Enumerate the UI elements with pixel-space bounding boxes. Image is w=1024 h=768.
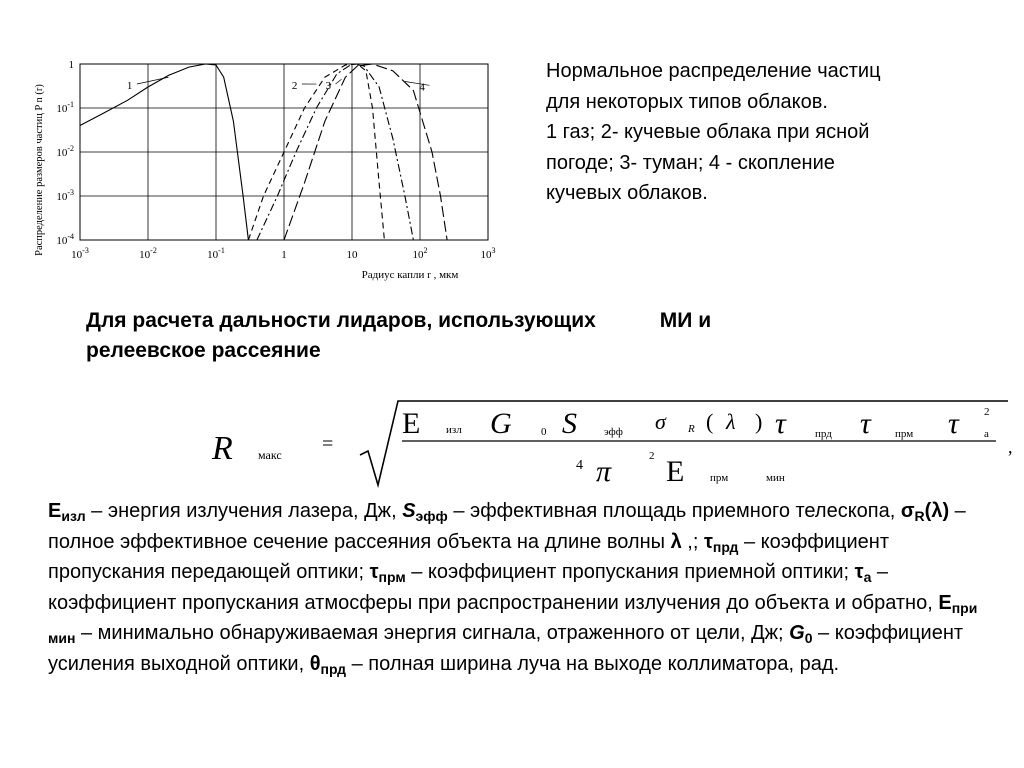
num-tau3-sub: а xyxy=(984,428,989,440)
num-G-sub: 0 xyxy=(541,426,547,438)
den-E-sub2: мин xyxy=(766,472,785,484)
den-4: 4 xyxy=(576,458,583,473)
sym-sigma: $\sigma_R(\lambda)$ xyxy=(900,500,950,524)
num-sigma-sub: R xyxy=(688,423,695,435)
heading-part1: Для расчета дальности лидаров, использующих xyxy=(86,309,596,332)
formula-equals: = xyxy=(322,433,334,455)
num-lparen: ( xyxy=(706,409,714,434)
def-text: – минимально обнаруживаемая энергия сигнала, отраженного от цели, Дж; xyxy=(75,622,790,644)
range-formula xyxy=(200,395,1024,495)
def-text: – полная ширина луча на выходе коллиматора, рад. xyxy=(346,652,840,675)
sym-tau-prd: $\tau_{прд}$ xyxy=(703,530,739,555)
sym-tau-prm: $\tau_{прм}$ xyxy=(369,561,406,585)
x-tick-labels xyxy=(71,246,495,261)
caption-line: для некоторых типов облаков. xyxy=(546,90,828,113)
y-axis-label xyxy=(34,84,45,256)
num-tau2: τ xyxy=(860,407,871,440)
formula-lhs: R xyxy=(212,430,233,467)
sym-lambda: λ xyxy=(670,530,682,553)
series-label-4: 4 xyxy=(419,81,425,94)
series-label-3: 3 xyxy=(325,80,332,93)
particle-distribution-chart xyxy=(30,48,500,288)
y-tick-label: 1 xyxy=(68,59,74,71)
def-text: – коэффициент пропускания приемной оптики; xyxy=(405,561,855,583)
formula-lhs-sub: макс xyxy=(258,448,282,462)
caption-line: погоде; 3- туман; 4 - скопление xyxy=(546,151,835,174)
y-tick-label: $10^{-4}$ xyxy=(56,232,74,247)
den-pi-sup: 2 xyxy=(649,450,655,462)
sym-e-min: $E_{при мин}$ xyxy=(48,591,978,646)
y-tick-label: $10^{-3}$ xyxy=(56,188,74,203)
num-G: G xyxy=(490,407,512,440)
def-text: – энергия излучения лазера, Дж, xyxy=(85,500,403,522)
def-text: ,; xyxy=(681,530,704,553)
def-text: – коэффициент пропускания передающей оптики; xyxy=(48,530,889,583)
series-label-leader xyxy=(336,79,342,84)
x-tick-label: $10^3$ xyxy=(480,246,496,261)
caption-line: 1 газ; 2- кучевые облака при ясной xyxy=(546,121,870,143)
def-text: – коэффициент пропускания атмосферы при распространении излучения до объекта и обратно, xyxy=(48,561,939,614)
sym-theta: $\theta_{прд}$ xyxy=(309,652,347,677)
heading-line2: релеевское рассеяние xyxy=(86,339,321,362)
symbol-definitions xyxy=(48,496,1008,679)
series-label-leader xyxy=(405,82,429,86)
caption-line: Нормальное распределение частиц xyxy=(546,60,881,82)
num-tau3: τ xyxy=(948,407,959,440)
chart-caption xyxy=(546,56,996,209)
y-tick-labels xyxy=(56,59,74,247)
den-E-sub: прм xyxy=(710,472,729,484)
y-tick-label: $10^{-1}$ xyxy=(56,100,74,115)
num-S-sub: эфф xyxy=(604,426,623,438)
def-text: – эффективная площадь приемного телескопа, xyxy=(447,500,901,522)
x-tick-label: 1 xyxy=(281,249,287,261)
num-tau3-sup: 2 xyxy=(984,406,990,418)
num-S: S xyxy=(562,407,577,440)
num-tau1: τ xyxy=(775,407,786,440)
sym-g: $G_0$ xyxy=(789,622,813,646)
num-lambda: λ xyxy=(726,409,736,434)
num-tau1-sub: прд xyxy=(815,428,832,440)
x-tick-label: $10^{-3}$ xyxy=(71,246,89,261)
den-E: E xyxy=(666,455,685,488)
x-tick-label: $10^2$ xyxy=(412,246,428,261)
x-tick-label: 10 xyxy=(346,249,358,261)
caption-line: кучевых облаков. xyxy=(546,182,708,204)
heading-part2: МИ и xyxy=(659,309,712,332)
series-label-2: 2 xyxy=(291,80,298,93)
num-E: E xyxy=(402,407,421,440)
y-axis-title: Распределение размеров частиц P n (r) xyxy=(34,84,45,256)
def-text: – полное эффективное сечение рассеяния объекта на длине волны xyxy=(48,500,966,553)
x-tick-label: $10^{-2}$ xyxy=(139,246,157,261)
formula-comma: , xyxy=(1008,437,1013,457)
section-heading xyxy=(86,306,906,366)
num-sigma: σ xyxy=(655,409,666,434)
den-pi: π xyxy=(596,455,612,488)
num-tau2-sub: прм xyxy=(895,428,914,440)
series-label-1: 1 xyxy=(126,80,133,93)
num-E-sub: изл xyxy=(446,424,462,436)
series-label-leader xyxy=(137,77,169,84)
sym-e: $E_{изл}$ xyxy=(48,500,86,524)
sym-tau-a: $\tau_а$ xyxy=(854,561,872,585)
def-text: – коэффициент усиления выходной оптики, xyxy=(48,622,964,675)
y-tick-label: $10^{-2}$ xyxy=(56,144,74,159)
x-axis-title: Радиус капли r , мкм xyxy=(361,269,459,281)
sym-s: $S_{эфф}$ xyxy=(402,500,448,524)
num-rparen: ) xyxy=(755,409,763,434)
x-tick-label: $10^{-1}$ xyxy=(207,246,225,261)
